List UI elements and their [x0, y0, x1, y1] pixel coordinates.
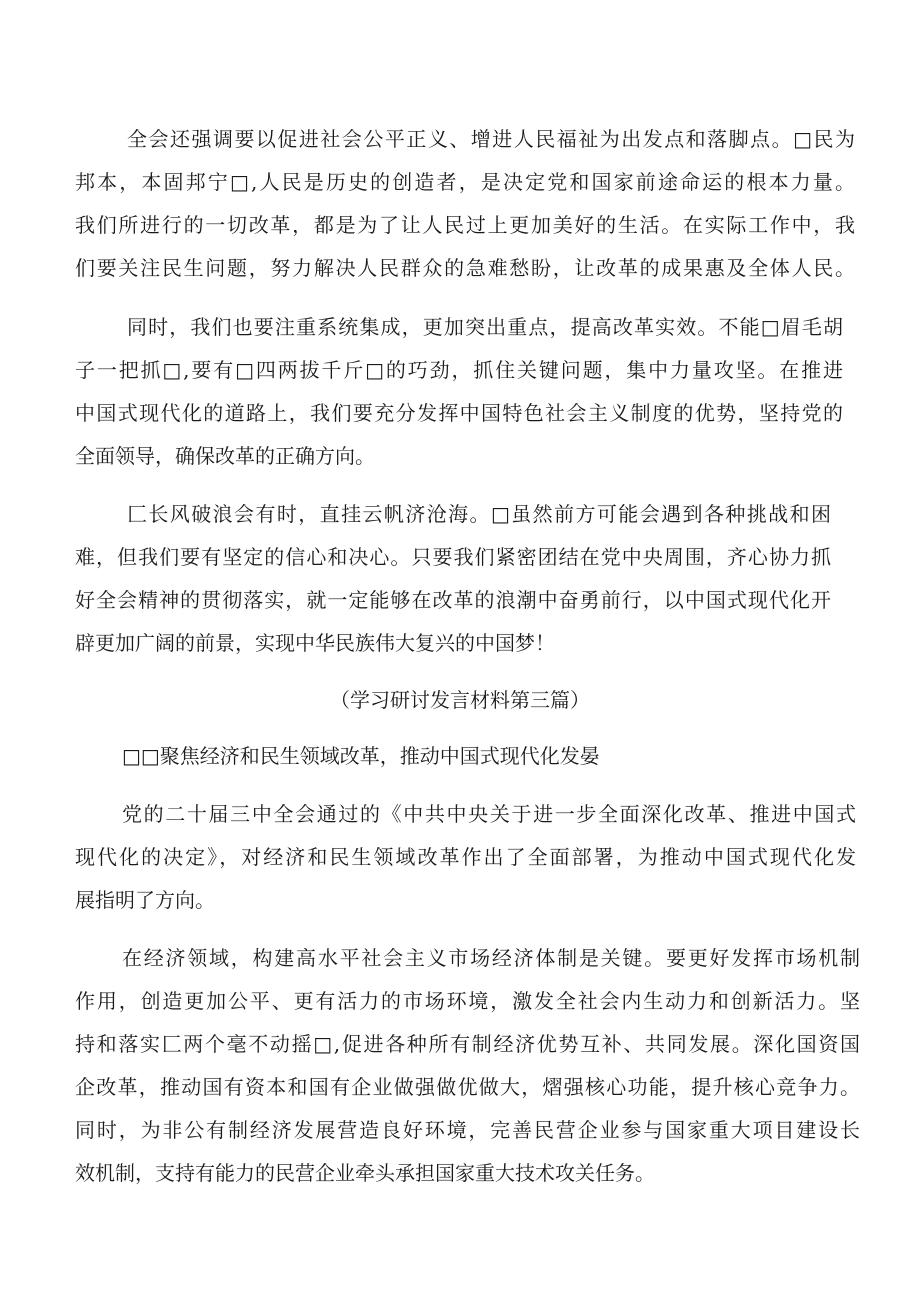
text-line: 全面领导，确保改革的正确方向。 — [75, 444, 375, 468]
text-line: 持和落实匚两个毫不动摇□,促进各种所有制经济优势互补、共同发展。深化国资国 — [75, 1032, 860, 1056]
section-title: （学习研讨发言材料第三篇） — [330, 688, 590, 712]
text-line: 中国式现代化的道路上，我们要充分发挥中国特色社会主义制度的优势，坚持党的 — [75, 401, 843, 425]
text-line: 匚长风破浪会有时，直挂云帆济沧海。□虽然前方可能会遇到各种挑战和困 — [127, 502, 831, 526]
text-line: 党的二十届三中全会通过的《中共中央关于进一步全面深化改革、推进中国式 — [122, 802, 856, 826]
text-line: 邦本，本固邦宁□,人民是历史的创造者，是决定党和国家前途命运的根本力量。 — [75, 170, 855, 194]
text-line: 们要关注民生问题，努力解决人民群众的急难愁盼，让改革的成果惠及全体人民。 — [75, 256, 855, 280]
text-line: 子一把抓□,要有□四两拔千斤□的巧劲，抓住关键问题，集中力量攻坚。在推进 — [75, 358, 843, 382]
text-line: 在经济领域，构建高水平社会主义市场经济体制是关键。要更好发挥市场机制 — [122, 946, 860, 970]
text-line: 现代化的决定》，对经济和民生领域改革作出了全面部署，为推动中国式现代化发 — [75, 845, 856, 869]
text-line: 效机制，支持有能力的民营企业牵头承担国家重大技术攻关任务。 — [75, 1161, 655, 1185]
text-line: 辟更加广阔的前景，实现中华民族伟大复兴的中国梦！ — [75, 631, 555, 655]
text-line: 好全会精神的贯彻落实，就一定能够在改革的浪潮中奋勇前行，以中国式现代化开 — [75, 588, 831, 612]
text-line: 我们所进行的一切改革，都是为了让人民过上更加美好的生活。在实际工作中，我 — [75, 213, 855, 237]
text-line: 同时，我们也要注重系统集成，更加突出重点，提高改革实效。不能□眉毛胡 — [127, 315, 843, 339]
text-line: 全会还强调要以促进社会公平正义、增进人民福祉为出发点和落脚点。□民为 — [127, 127, 855, 151]
text-line: 企改革，推动国有资本和国有企业做强做优做大，熠强核心功能，提升核心竞争力。 — [75, 1075, 860, 1099]
text-line: 难，但我们要有坚定的信心和决心。只要我们紧密团结在党中央周围，齐心协力抓 — [75, 545, 831, 569]
subtitle: □□聚焦经济和民生领域改革，推动中国式现代化发晏 — [122, 744, 600, 768]
text-line: 作用，创造更加公平、更有活力的市场环境，激发全社会内生动力和创新活力。坚 — [75, 989, 860, 1013]
text-line: 展指明了方向。 — [75, 888, 215, 912]
text-line: 同时，为非公有制经济发展营造良好环境，完善民营企业参与国家重大项目建设长 — [75, 1118, 860, 1142]
